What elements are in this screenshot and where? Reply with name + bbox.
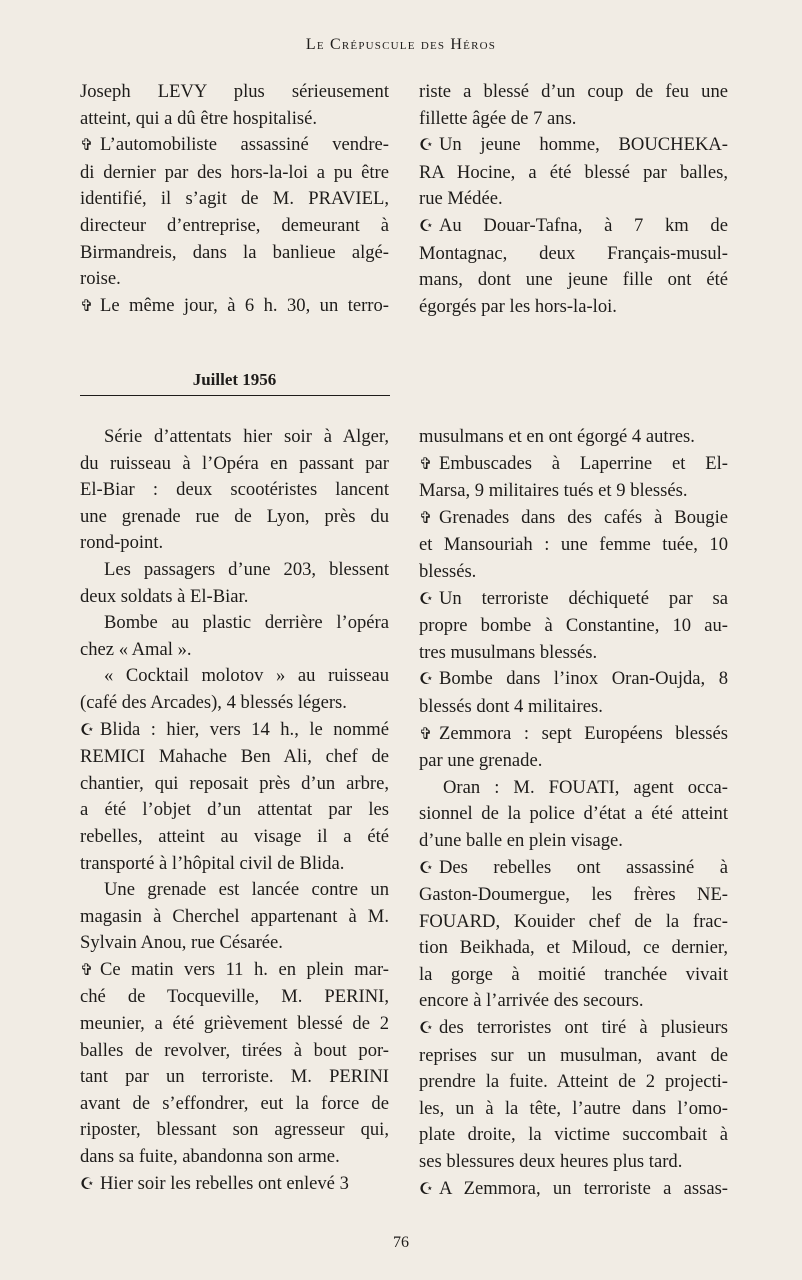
crescent-icon: ☪	[80, 721, 95, 739]
text-line	[419, 586, 728, 614]
text-line	[80, 1117, 389, 1144]
text-line	[419, 613, 728, 640]
line-text: balles de revolver, tirées à bout por-	[80, 1039, 389, 1061]
cross-icon: ✞	[419, 509, 433, 527]
text-line	[419, 1096, 728, 1123]
text-line	[419, 532, 728, 559]
text-line	[419, 748, 728, 775]
text-line	[80, 424, 389, 451]
line-text: plate droite, la victime succombait à	[419, 1124, 728, 1146]
column-bottom-right	[419, 424, 728, 1203]
text-line	[80, 877, 389, 904]
text-line	[80, 637, 389, 664]
line-text: Joseph LEVY plus sérieusement	[80, 81, 389, 102]
line-text: rebelles, atteint au visage il a été	[80, 825, 389, 847]
line-text: A Zemmora, un terroriste a assas-	[439, 1177, 728, 1199]
line-text: prendre la fuite. Atteint de 2 projecti-	[419, 1071, 728, 1093]
line-text: tant par un terroriste. M. PERINI	[80, 1066, 389, 1088]
line-text: FOUARD, Kouider chef de la frac-	[419, 910, 728, 932]
text-line	[80, 79, 389, 106]
line-text: REMICI Mahache Ben Ali, chef de	[80, 746, 389, 768]
text-line	[419, 106, 728, 133]
line-text: ché de Tocqueville, M. PERINI,	[80, 986, 389, 1008]
text-line	[419, 132, 728, 160]
line-text: une grenade rue de Lyon, près du	[80, 505, 389, 527]
text-line	[419, 1015, 728, 1043]
line-text: blessés.	[419, 560, 477, 582]
text-line	[80, 213, 389, 240]
cross-icon: ✞	[80, 961, 94, 979]
line-text: Bombe dans l’inox Oran-Oujda, 8	[439, 668, 728, 690]
line-text: des terroristes ont tiré à plusieurs	[439, 1017, 728, 1039]
line-text: transporté à l’hôpital civil de Blida.	[80, 852, 345, 874]
text-line	[419, 909, 728, 936]
text-line	[80, 240, 389, 267]
line-text: riste a blessé d’un coup de feu une	[419, 81, 728, 102]
line-text: Un jeune homme, BOUCHEKA-	[439, 134, 728, 156]
text-line	[80, 477, 389, 504]
text-line	[419, 267, 728, 294]
section-title: Juillet 1956	[192, 370, 277, 389]
text-line	[80, 797, 389, 824]
line-text: les, un à la tête, l’autre dans l’omo-	[419, 1097, 728, 1119]
line-text: musulmans et en ont égorgé 4 autres.	[419, 426, 695, 447]
text-line	[80, 186, 389, 213]
text-line	[419, 775, 728, 802]
text-line	[419, 241, 728, 268]
line-text: El-Biar : deux scootéristes lancent	[80, 479, 389, 501]
crescent-icon: ☪	[419, 1180, 434, 1198]
line-text: du ruisseau à l’Opéra en passant par	[80, 452, 389, 474]
text-line	[80, 930, 389, 957]
line-text: dans sa fuite, abandonna son arme.	[80, 1146, 340, 1168]
line-text: chez « Amal ».	[80, 638, 192, 660]
line-text: avant de s’effondrer, eut la force de	[80, 1092, 389, 1114]
line-text: et Mansouriah : une femme tuée, 10	[419, 534, 728, 556]
line-text: Grenades dans des cafés à Bougie	[439, 506, 728, 528]
text-line	[419, 294, 728, 321]
text-line	[80, 106, 389, 133]
text-line	[419, 935, 728, 962]
text-line	[419, 186, 728, 213]
text-line	[80, 1091, 389, 1118]
crescent-icon: ☪	[80, 1175, 95, 1193]
line-text: fillette âgée de 7 ans.	[419, 107, 577, 129]
line-text: Gaston-Doumergue, les frères NE-	[419, 884, 728, 906]
line-text: magasin à Cherchel appartenant à M.	[80, 905, 389, 927]
text-line	[419, 478, 728, 505]
crescent-icon: ☪	[419, 217, 434, 235]
text-line	[80, 744, 389, 771]
text-line	[419, 424, 728, 451]
text-line	[419, 213, 728, 241]
line-text: Le même jour, à 6 h. 30, un terro-	[100, 294, 389, 316]
text-line	[419, 828, 728, 855]
line-text: Hier soir les rebelles ont enlevé 3	[100, 1172, 349, 1194]
line-text: Série d’attentats hier soir à Alger,	[104, 426, 389, 447]
line-text: Bombe au plastic derrière l’opéra	[104, 612, 389, 634]
cross-icon: ✞	[80, 137, 94, 155]
text-line	[80, 851, 389, 878]
text-line	[80, 160, 389, 187]
line-text: tion Beikhada, et Miloud, ce dernier,	[419, 937, 728, 959]
text-line	[419, 882, 728, 909]
text-line	[80, 266, 389, 293]
text-line	[80, 1171, 389, 1199]
text-line	[80, 717, 389, 745]
line-text: roise.	[80, 268, 121, 290]
column-top-right	[419, 79, 728, 320]
crescent-icon: ☪	[419, 1020, 434, 1038]
line-text: propre bombe à Constantine, 10 au-	[419, 615, 728, 637]
text-line	[80, 984, 389, 1011]
text-line	[80, 663, 389, 690]
line-text: Un terroriste déchiqueté par sa	[439, 587, 728, 609]
text-line	[80, 824, 389, 851]
crescent-icon: ☪	[419, 137, 434, 155]
line-text: rond-point.	[80, 532, 164, 554]
line-text: par une grenade.	[419, 750, 543, 772]
text-line	[80, 1038, 389, 1065]
line-text: Sylvain Anou, rue Césarée.	[80, 932, 283, 954]
line-text: Birmandreis, dans la banlieue algé-	[80, 241, 389, 263]
line-text: Des rebelles ont assassiné à	[439, 856, 728, 878]
line-text: directeur d’entreprise, demeurant à	[80, 214, 389, 236]
text-line	[419, 505, 728, 533]
line-text: di dernier par des hors-la-loi a pu être	[80, 161, 389, 183]
text-line	[419, 988, 728, 1015]
text-line	[80, 1064, 389, 1091]
line-text: encore à l’arrivée des secours.	[419, 990, 644, 1012]
text-line	[80, 132, 389, 160]
text-line	[80, 1011, 389, 1038]
column-top-left	[80, 79, 389, 320]
line-text: Une grenade est lancée contre un	[104, 879, 389, 901]
text-line	[80, 451, 389, 478]
text-line	[419, 855, 728, 883]
line-text: reprises sur un musulman, avant de	[419, 1044, 728, 1066]
text-line	[80, 610, 389, 637]
line-text: sionnel de la police d’état a été atteint	[419, 803, 728, 825]
line-text: RA Hocine, a été blessé par balles,	[419, 161, 728, 183]
line-text: atteint, qui a dû être hospitalisé.	[80, 107, 318, 129]
text-line	[80, 293, 389, 321]
line-text: « Cocktail molotov » au ruisseau	[104, 665, 389, 687]
line-text: L’automobiliste assassiné vendre-	[100, 134, 389, 156]
cross-icon: ✞	[80, 297, 94, 315]
text-line	[419, 1069, 728, 1096]
line-text: (café des Arcades), 4 blessés légers.	[80, 691, 347, 713]
crescent-icon: ☪	[419, 590, 434, 608]
text-line	[80, 584, 389, 611]
crescent-icon: ☪	[419, 859, 434, 877]
line-text: d’une balle en plein visage.	[419, 829, 623, 851]
line-text: riposter, blessant son agresseur qui,	[80, 1119, 389, 1141]
text-line	[419, 1043, 728, 1070]
line-text: chantier, qui reposait près d’un arbre,	[80, 772, 389, 794]
cross-icon: ✞	[419, 725, 433, 743]
section-divider	[80, 395, 390, 396]
line-text: Marsa, 9 militaires tués et 9 blessés.	[419, 480, 688, 502]
text-line	[80, 504, 389, 531]
text-line	[419, 559, 728, 586]
line-text: Les passagers d’une 203, blessent	[104, 558, 389, 580]
text-line	[419, 640, 728, 667]
line-text: tres musulmans blessés.	[419, 641, 598, 663]
line-text: Ce matin vers 11 h. en plein mar-	[100, 958, 389, 980]
text-line	[419, 1149, 728, 1176]
text-line	[419, 694, 728, 721]
text-line	[419, 1122, 728, 1149]
column-bottom-left	[80, 424, 389, 1198]
line-text: a été l’objet d’un attentat par les	[80, 799, 389, 821]
text-line	[419, 79, 728, 106]
line-text: Embuscades à Laperrine et El-	[439, 452, 728, 474]
line-text: la gorge à moitié tranchée vivait	[419, 963, 728, 985]
line-text: mans, dont une jeune fille ont été	[419, 269, 728, 291]
page-number: 76	[393, 1234, 409, 1251]
text-line	[419, 721, 728, 749]
text-line	[80, 557, 389, 584]
text-line	[419, 160, 728, 187]
text-line	[80, 1144, 389, 1171]
text-line	[419, 666, 728, 694]
running-head: Le Crépuscule des Héros	[305, 36, 497, 53]
line-text: deux soldats à El-Biar.	[80, 585, 249, 607]
line-text: Zemmora : sept Européens blessés	[439, 722, 728, 744]
cross-icon: ✞	[419, 455, 433, 473]
text-line	[80, 904, 389, 931]
line-text: rue Médée.	[419, 188, 503, 210]
line-text: Oran : M. FOUATI, agent occa-	[443, 776, 728, 798]
text-line	[419, 801, 728, 828]
text-line	[419, 451, 728, 479]
line-text: Montagnac, deux Français-musul-	[419, 242, 728, 264]
line-text: Au Douar-Tafna, à 7 km de	[439, 214, 728, 236]
text-line	[80, 771, 389, 798]
line-text: identifié, il s’agit de M. PRAVIEL,	[80, 188, 389, 210]
text-line	[419, 1176, 728, 1204]
line-text: égorgés par les hors-la-loi.	[419, 295, 617, 317]
line-text: meunier, a été grièvement blessé de 2	[80, 1013, 389, 1035]
line-text: ses blessures deux heures plus tard.	[419, 1151, 683, 1173]
text-line	[80, 690, 389, 717]
text-line	[80, 957, 389, 985]
line-text: Blida : hier, vers 14 h., le nommé	[100, 718, 389, 740]
line-text: blessés dont 4 militaires.	[419, 695, 603, 717]
text-line	[419, 962, 728, 989]
text-line	[80, 530, 389, 557]
crescent-icon: ☪	[419, 671, 434, 689]
